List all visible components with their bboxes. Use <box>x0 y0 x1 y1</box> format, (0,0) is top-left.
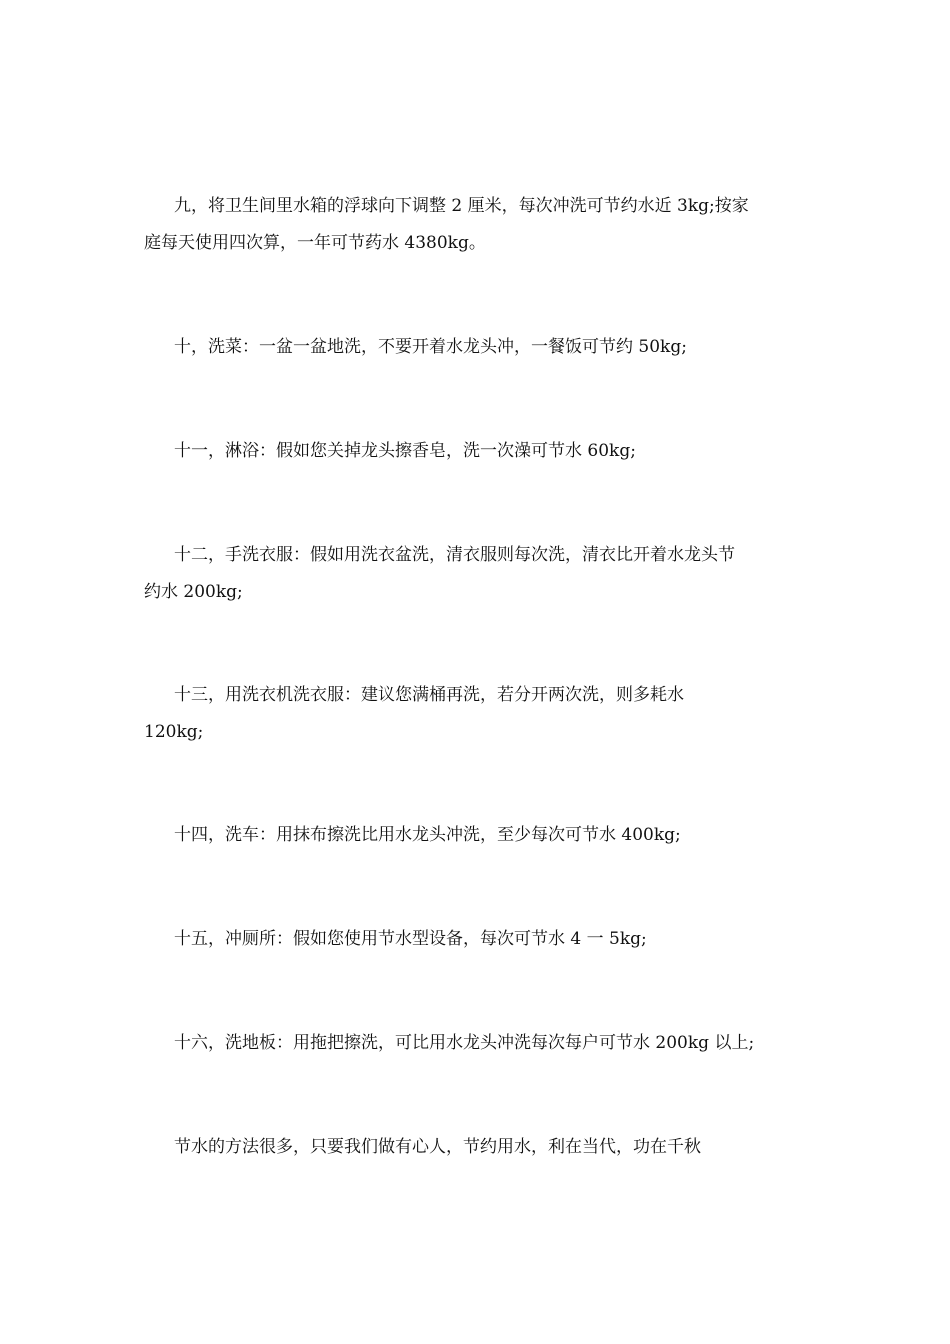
paragraph-line: 十三，用洗衣机洗衣服：建议您满桶再洗，若分开两次洗，则多耗水 <box>174 685 684 705</box>
paragraph-tip-13 <box>144 677 809 751</box>
paragraph-line: 十，洗菜：一盆一盆地洗，不要开着水龙头冲，一餐饭可节约 50kg; <box>174 337 687 357</box>
paragraph-line: 十一，淋浴：假如您关掉龙头擦香皂，洗一次澡可节水 60kg; <box>174 441 636 461</box>
paragraph-tip-12 <box>144 537 809 611</box>
paragraph-tip-15 <box>144 921 809 958</box>
paragraph-line: 十五，冲厕所：假如您使用节水型设备，每次可节水 4 一 5kg; <box>174 929 647 949</box>
paragraph-line: 十六，洗地板：用拖把擦洗，可比用水龙头冲洗每次每户可节水 200kg 以上; <box>174 1033 755 1053</box>
paragraph-line: 庭每天使用四次算，一年可节药水 4380kg。 <box>144 233 486 253</box>
paragraph-conclusion <box>144 1129 809 1166</box>
paragraph-tip-14 <box>144 817 809 854</box>
paragraph-line: 十二，手洗衣服：假如用洗衣盆洗，清衣服则每次洗，清衣比开着水龙头节 <box>174 545 735 565</box>
paragraph-line: 约水 200kg; <box>144 582 243 602</box>
paragraph-tip-9 <box>144 188 809 262</box>
paragraph-line: 十四，洗车：用抹布擦洗比用水龙头冲洗，至少每次可节水 400kg; <box>174 825 681 845</box>
paragraph-tip-11 <box>144 433 809 470</box>
paragraph-tip-10 <box>144 329 809 366</box>
paragraph-line: 九，将卫生间里水箱的浮球向下调整 2 厘米，每次冲洗可节约水近 3kg;按家 <box>174 196 749 216</box>
paragraph-line: 节水的方法很多，只要我们做有心人，节约用水，利在当代，功在千秋 <box>174 1137 701 1157</box>
paragraph-tip-16 <box>144 1025 809 1062</box>
paragraph-line: 120kg; <box>144 722 204 742</box>
